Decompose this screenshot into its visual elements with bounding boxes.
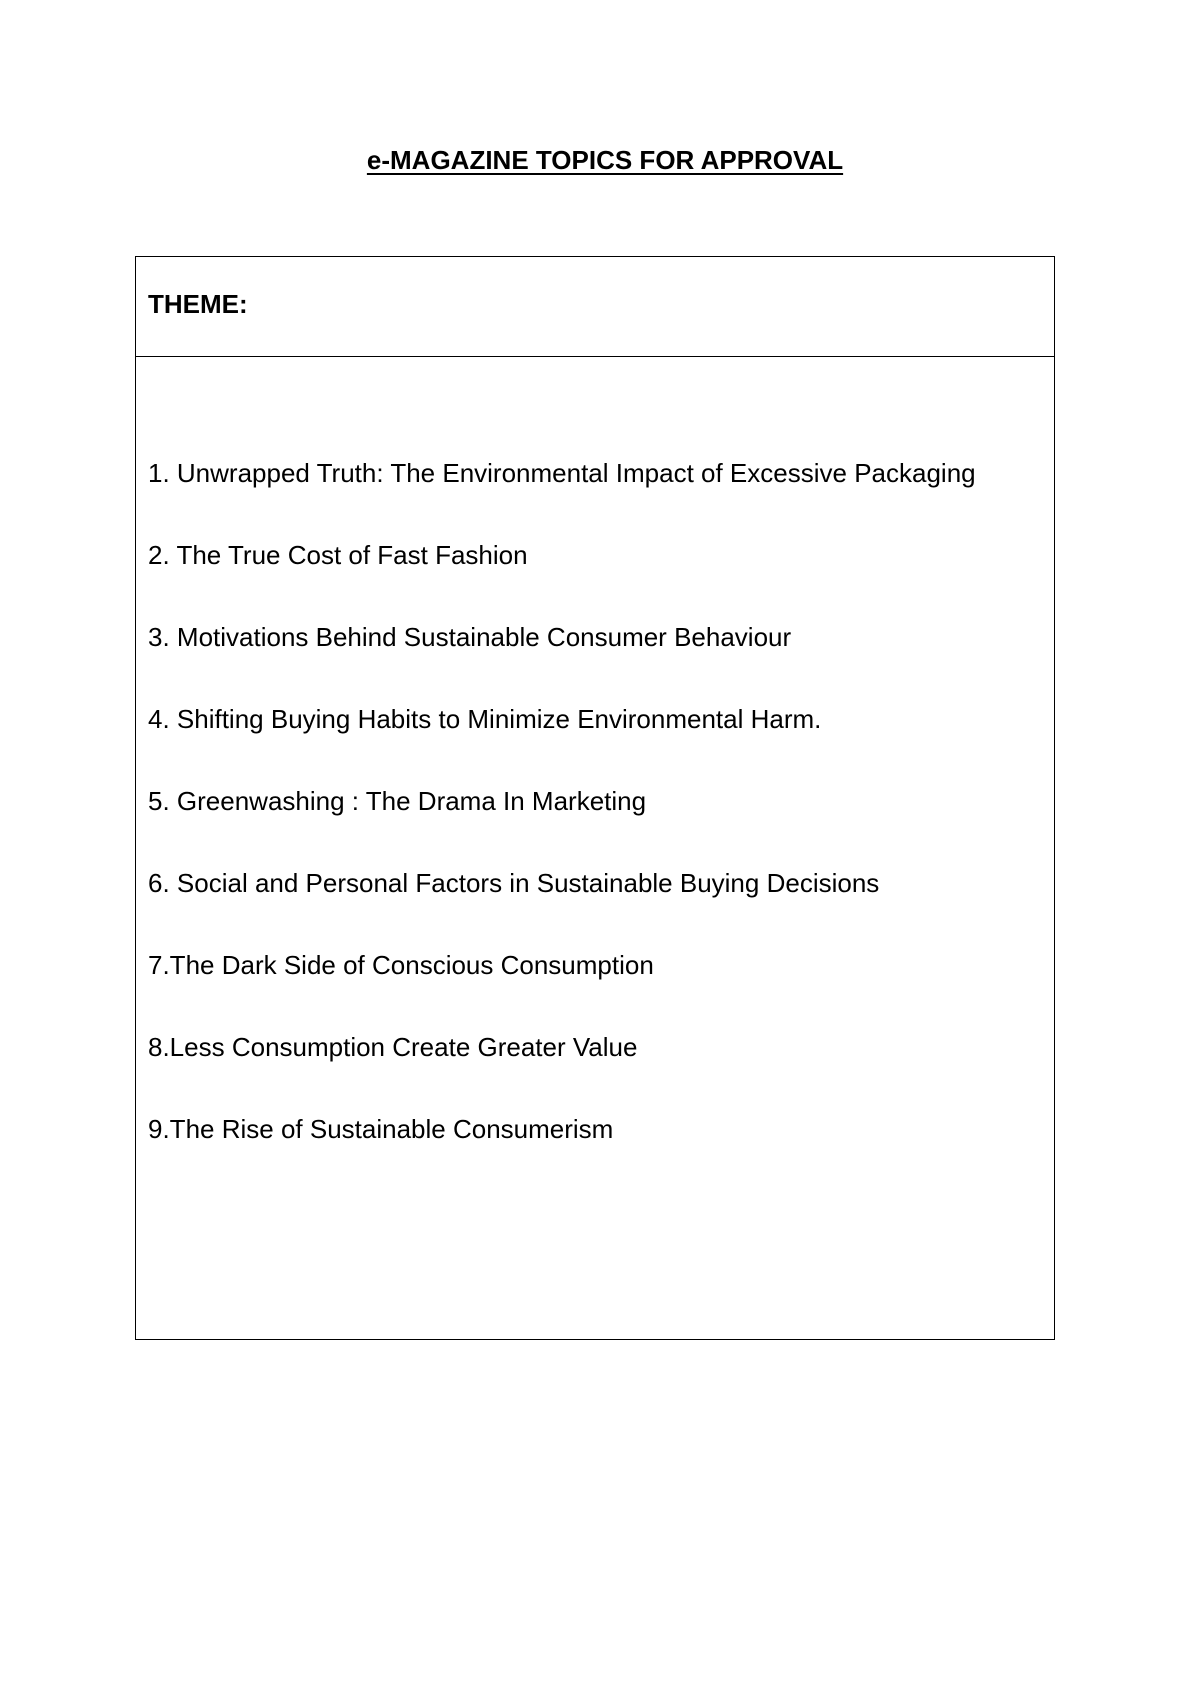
page-title: e-MAGAZINE TOPICS FOR APPROVAL (366, 145, 844, 175)
topic-item-3: 3. Motivations Behind Sustainable Consumer Behaviour (148, 622, 792, 652)
topic-item-5: 5. Greenwashing : The Drama In Marketing (148, 786, 647, 816)
topic-item-1: 1. Unwrapped Truth: The Environmental Impact of Excessive Packaging (148, 458, 976, 488)
theme-row (136, 257, 1054, 357)
topics-table (135, 256, 1055, 1340)
topic-item-9: 9.The Rise of Sustainable Consumerism (148, 1114, 614, 1144)
topic-item-7: 7.The Dark Side of Conscious Consumption (148, 950, 654, 980)
topics-list (148, 432, 1044, 1170)
topic-item-2: 2. The True Cost of Fast Fashion (148, 540, 528, 570)
topic-item-6: 6. Social and Personal Factors in Sustainable Buying Decisions (148, 868, 880, 898)
topic-item-8: 8.Less Consumption Create Greater Value (148, 1032, 638, 1062)
theme-label: THEME: (148, 289, 248, 319)
topic-item-4: 4. Shifting Buying Habits to Minimize Environmental Harm. (148, 704, 822, 734)
